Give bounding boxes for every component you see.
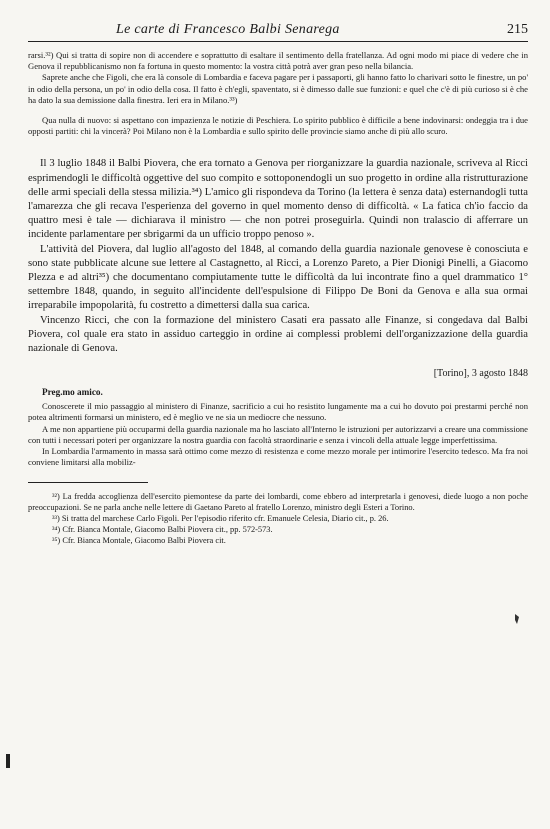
footnotes bbox=[28, 491, 528, 546]
letter-paragraph: rarsi.³²) Qui si tratta di sopire non di accendere e soprattutto di esaltare il sentimento della fratellanza. Ad ogni modo mi piace di vedere che in Genova il repubblicanismo non fa fortuna in questo momento: la vostra città potrà aver gran peso nella bilancia. bbox=[28, 50, 528, 72]
footnote: ³³) Si tratta del marchese Carlo Figoli. Per l'episodio riferito cfr. Emanuele Celesia, Diario cit., p. 26. bbox=[52, 514, 389, 524]
body-paragraph: Il 3 luglio 1848 il Balbi Piovera, che era tornato a Genova per riorganizzare la guardia nazionale, scriveva al Ricci esprimendogli le difficoltà oggettive del suo compito e sottoponendogli un suo progetto in ordine alla ristrutturazione delle armi speciali della stessa milizia.³⁴) L'amico gli rispondeva da Torino (la lettera è senza data) esternandogli tutta l'amarezza che gli recava l'esperienza del governo in quel momento denso di difficoltà. « La fatica ch'io faccio da quattro mesi è tale — dichiarava il ministro — che non potrei proseguirla. Quindi non tralascio di afferrare un incidente parlamentare per sbrigarmi da un ufficio troppo penoso ». bbox=[28, 158, 528, 241]
body-paragraph: L'attività del Piovera, dal luglio all'agosto del 1848, al comando della guardia nazionale genovese è conosciuta e sono state pubblicate alcune sue lettere al Castagnetto, al Ricci, a Lorenzo Pareto, a Pier Dionigi Pinelli, a Giacomo Plezza e ad altri³⁵) che documentano compiutamente tutte le difficoltà da lui incontrate fino a quel drammatico 1° settembre 1848, quando, in seguito all'incidente dell'espulsione di Filippo De Boni da Genova e alla sua ormai irreparabile impopolarità, fu costretto a dimettersi dalla sua carica. bbox=[28, 243, 528, 312]
running-title: Le carte di Francesco Balbi Senarega bbox=[116, 22, 340, 37]
letter-paragraph: Conoscerete il mio passaggio al ministero di Finanze, sacrificio a cui ho resistito lungamente ma a cui ho dovuto poi prestarmi perché non potea altrimenti formarsi un ministero, ed è meglio ve ne sia un mediocre che nessuno. bbox=[28, 401, 528, 423]
letter-paragraph: A me non appartiene più occuparmi della guardia nazionale ma ho lasciato all'Interno le istruzioni per autorizzarvi a creare una commissione con tutti i necessari poteri per organizzare la nostra guardia con facoltà straordinarie e senza i vincoli della attuale legge imperfettissima. bbox=[28, 423, 528, 445]
main-text bbox=[28, 157, 528, 356]
running-header bbox=[28, 22, 528, 42]
page bbox=[28, 22, 528, 546]
letter-date: [Torino], 3 agosto 1848 bbox=[433, 368, 528, 380]
letter-paragraph: In Lombardia l'armamento in massa sarà ottimo come mezzo di resistenza e come mezzo morale per intimorire l'esercito tedesco. Ma fra noi conviene limitarsi alla mobiliz- bbox=[28, 446, 528, 468]
letter-greeting: Preg.mo amico. bbox=[42, 387, 103, 398]
margin-mark-icon bbox=[514, 614, 520, 624]
footnote: ³⁵) Cfr. Bianca Montale, Giacomo Balbi Piovera cit. bbox=[52, 536, 226, 546]
footnote-rule bbox=[28, 482, 148, 483]
footnote: ³²) La fredda accoglienza dell'esercito piemontese da parte dei lombardi, come ebbero ad interpretarla i genovesi, diede luogo a non poche preoccupazioni. Se ne parla anche nelle lettere di Gaetano Pareto al fratello Lorenzo, ministro degli Esteri a Torino. bbox=[28, 492, 528, 513]
page-number: 215 bbox=[507, 22, 528, 37]
margin-bar-icon bbox=[6, 754, 11, 768]
letter-body bbox=[28, 401, 528, 468]
letter-paragraph: Qua nulla di nuovo: si aspettano con impazienza le notizie di Peschiera. Lo spirito pubblico è difficile a bene indovinarsi: ondeggia tra i due opposti partiti: chi la vincerà? Poi Milano non è la Lombardia e sullo spirito delle provincie siamo anche di più allo scuro. bbox=[28, 115, 528, 137]
body-paragraph: Vincenzo Ricci, che con la formazione del ministero Casati era passato alle Finanze, si congedava dal Balbi Piovera, col quale era stato in assiduo carteggio in ordine ai complessi problemi dell'organizzazione della guardia nazionale di Genova. bbox=[28, 314, 528, 355]
footnote: ³⁴) Cfr. Bianca Montale, Giacomo Balbi Piovera cit., pp. 572-573. bbox=[52, 525, 273, 535]
letter-excerpt bbox=[28, 50, 528, 137]
letter-paragraph: Saprete anche che Figoli, che era là console di Lombardia e faceva pagare per i passaporti, gli hanno fatto lo charivari sotto le finestre, un po' in odio della persona, un po' in odio della cosa. Il fatto è ch'egli, spaventato, si è dimesso dalle sue funzioni: e quel che c'è di più curioso si è che ha dato la sua demissione dalla finestra. Ieri era in Milano.³³) bbox=[28, 72, 528, 105]
